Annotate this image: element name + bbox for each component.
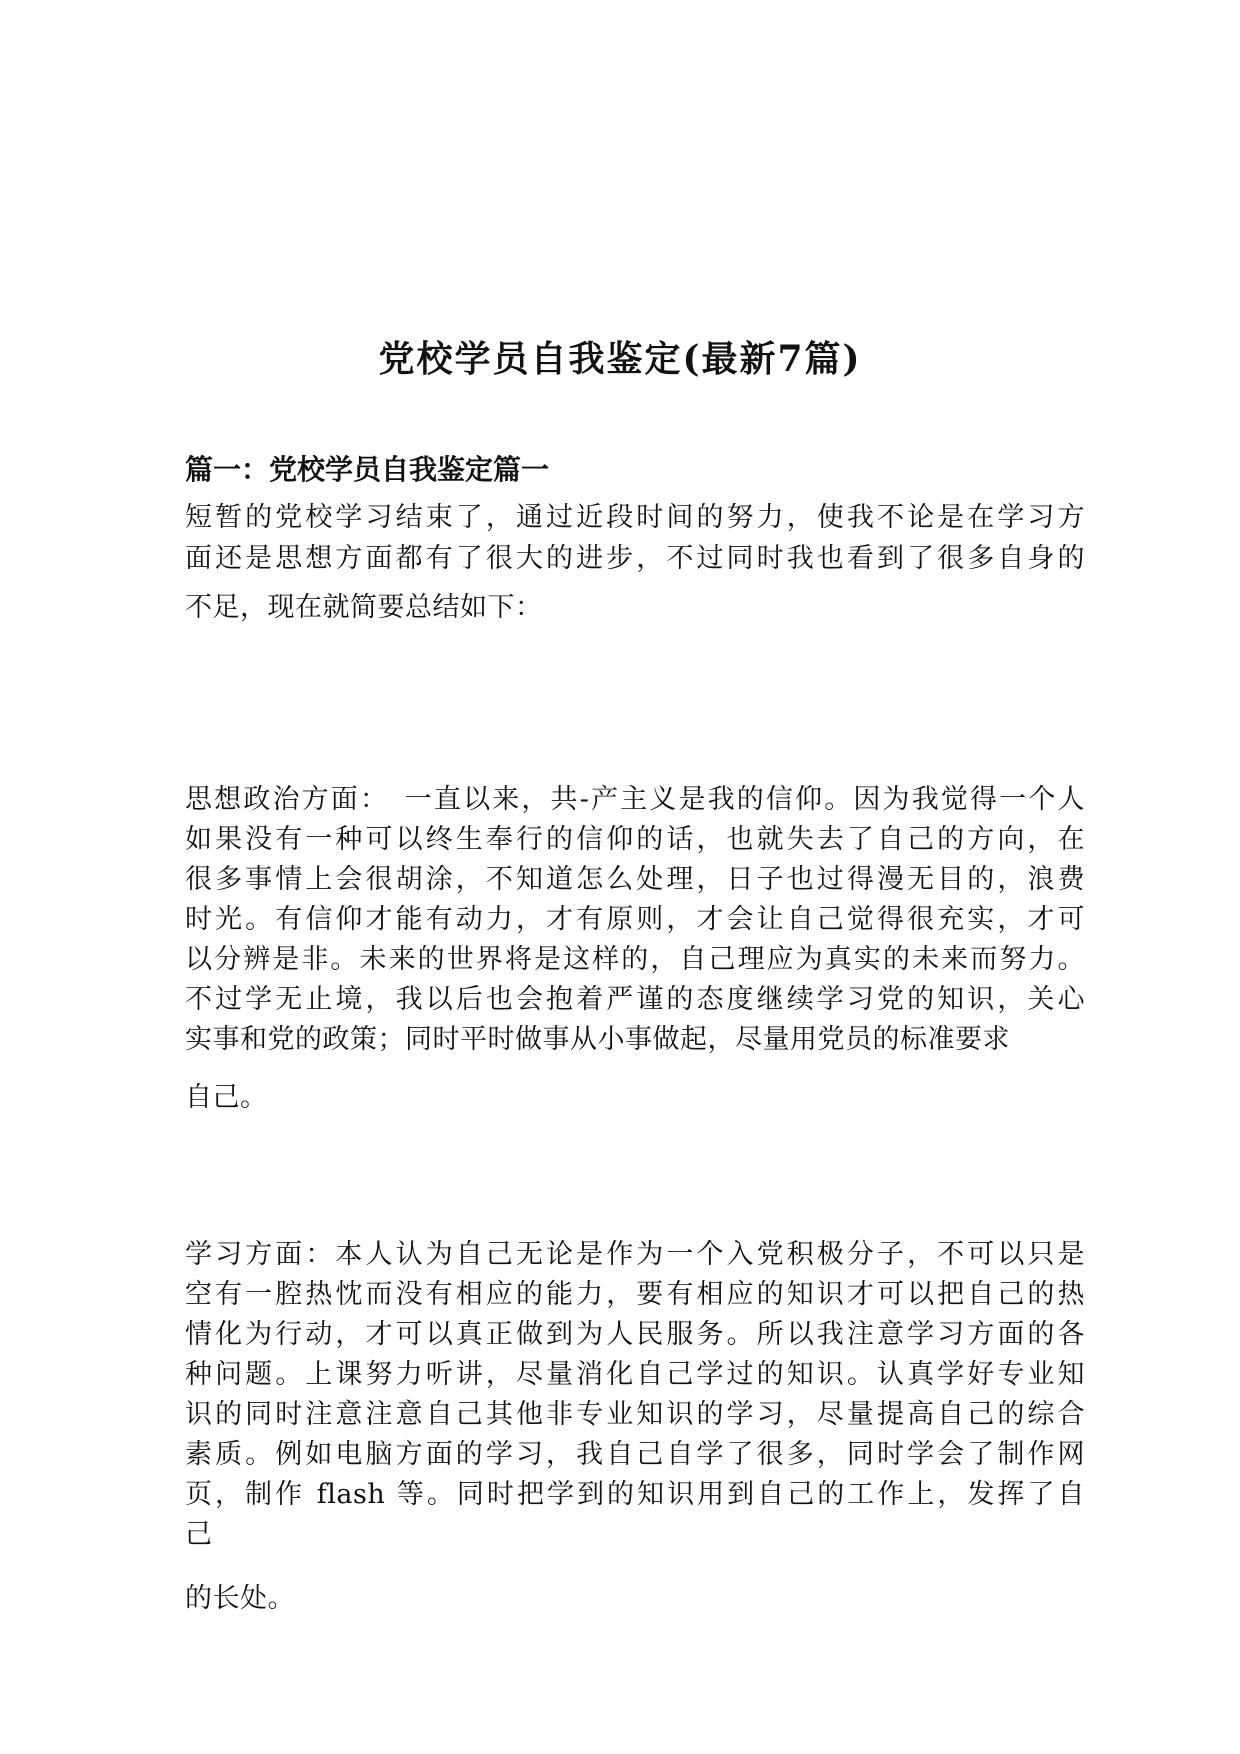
paragraph-line: 的长处。 (185, 1583, 295, 1614)
paragraph-line: 种问题。上课努力听讲，尽量消化自己学过的知识。认真学好专业知 (185, 1359, 1085, 1390)
section-heading: 篇一：党校学员自我鉴定篇一 (185, 453, 550, 486)
paragraph-line: 面还是思想方面都有了很大的进步，不过同时我也看到了很多自身的 (185, 543, 1085, 574)
document-title: 党校学员自我鉴定(最新7篇) (378, 338, 862, 380)
paragraph-line: 如果没有一种可以终生奉行的信仰的话，也就失去了自己的方向，在 (185, 824, 1085, 855)
paragraph-line: 己 (185, 1519, 213, 1550)
paragraph-line: 短暂的党校学习结束了，通过近段时间的努力，使我不论是在学习方 (185, 502, 1085, 533)
paragraph-political (185, 782, 1085, 1116)
paragraph-line: 素质。例如电脑方面的学习，我自己自学了很多，同时学会了制作网 (185, 1439, 1085, 1470)
paragraph-intro (185, 500, 1085, 626)
paragraph-line: 情化为行动，才可以真正做到为人民服务。所以我注意学习方面的各 (185, 1319, 1085, 1350)
paragraph-line: 很多事情上会很胡涂，不知道怎么处理，日子也过得漫无目的，浪费 (185, 864, 1085, 895)
paragraph-line: 自己。 (185, 1082, 268, 1113)
paragraph-line: 不足，现在就简要总结如下： (185, 592, 543, 623)
paragraph-line: 思想政治方面： 一直以来，共-产主义是我的信仰。因为我觉得一个人 (185, 784, 1085, 815)
paragraph-study (185, 1237, 1085, 1617)
paragraph-line: 识的同时注意注意自己其他非专业知识的学习，尽量提高自己的综合 (185, 1399, 1085, 1430)
paragraph-line: 学习方面：本人认为自己无论是作为一个入党积极分子，不可以只是 (185, 1239, 1085, 1270)
paragraph-line: 实事和党的政策；同时平时做事从小事做起，尽量用党员的标准要求 (185, 1024, 1010, 1055)
paragraph-line: 页，制作 flash 等。同时把学到的知识用到自己的工作上，发挥了自 (185, 1479, 1085, 1510)
paragraph-line: 空有一腔热忱而没有相应的能力，要有相应的知识才可以把自己的热 (185, 1279, 1085, 1310)
paragraph-line: 以分辨是非。未来的世界将是这样的，自己理应为真实的未来而努力。 (185, 944, 1085, 975)
paragraph-line: 时光。有信仰才能有动力，才有原则，才会让自己觉得很充实，才可 (185, 904, 1085, 935)
paragraph-line: 不过学无止境，我以后也会抱着严谨的态度继续学习党的知识，关心 (185, 984, 1085, 1015)
